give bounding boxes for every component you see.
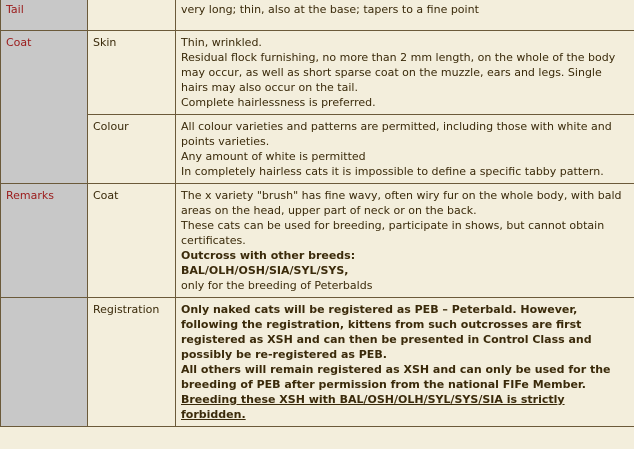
description-cell-colour bbox=[176, 115, 634, 184]
colour-text-3: In completely hairless cats it is impossible to define a specific tabby pattern. bbox=[181, 165, 604, 178]
table-row-tail bbox=[1, 0, 634, 31]
table-row-coat-skin bbox=[1, 31, 634, 115]
outcross-label: Outcross with other breeds: bbox=[181, 249, 356, 262]
category-cell-remarks: Remarks bbox=[1, 184, 88, 298]
subcategory-cell-skin: Skin bbox=[88, 31, 176, 115]
description-cell-tail: very long; thin, also at the base; tapers to a fine point bbox=[176, 0, 634, 31]
subcategory-cell-remarks-coat: Coat bbox=[88, 184, 176, 298]
registration-text-1: Only naked cats will be registered as PEB – Peterbald. However, following the registration, kittens from such outcrosses are first registered as XSH and can then be presented in Control Class and possibly be re-registered as PEB. bbox=[181, 303, 592, 361]
remarks-coat-text-2: These cats can be used for breeding, participate in shows, but cannot obtain certificates. bbox=[181, 219, 605, 247]
remarks-coat-text-1: The x variety "brush" has fine wavy, often wiry fur on the whole body, with bald areas on the head, upper part of neck or on the back. bbox=[181, 189, 622, 217]
table-row-remarks-coat bbox=[1, 184, 634, 298]
category-cell-empty bbox=[1, 298, 88, 427]
colour-text-1: All colour varieties and patterns are permitted, including those with white and points varieties. bbox=[181, 120, 612, 148]
skin-text-2: Residual flock furnishing, no more than 2 mm length, on the whole of the body may occur, as well as short sparse coat on the muzzle, ears and legs. Single hairs may also occur on the tail. bbox=[181, 51, 616, 94]
subcategory-cell-colour: Colour bbox=[88, 115, 176, 184]
skin-text-3: Complete hairlessness is preferred. bbox=[181, 96, 376, 109]
category-cell-tail: Tail bbox=[1, 0, 88, 31]
registration-warning: Breeding these XSH with BAL/OSH/OLH/SYL/SYS/SIA is strictly forbidden. bbox=[181, 393, 565, 421]
outcross-breeds: BAL/OLH/OSH/SIA/SYL/SYS, bbox=[181, 264, 349, 277]
table-row-registration bbox=[1, 298, 634, 427]
description-cell-remarks-coat bbox=[176, 184, 634, 298]
registration-text-2: All others will remain registered as XSH and can only be used for the breeding of PEB after permission from the national FIFe Member. bbox=[181, 363, 611, 391]
category-cell-coat: Coat bbox=[1, 31, 88, 184]
subcategory-cell-tail bbox=[88, 0, 176, 31]
outcross-note: only for the breeding of Peterbalds bbox=[181, 279, 373, 292]
description-cell-skin bbox=[176, 31, 634, 115]
colour-text-2: Any amount of white is permitted bbox=[181, 150, 366, 163]
table-row-coat-colour bbox=[1, 115, 634, 184]
skin-text-1: Thin, wrinkled. bbox=[181, 36, 262, 49]
subcategory-cell-registration: Registration bbox=[88, 298, 176, 427]
description-cell-registration bbox=[176, 298, 634, 427]
